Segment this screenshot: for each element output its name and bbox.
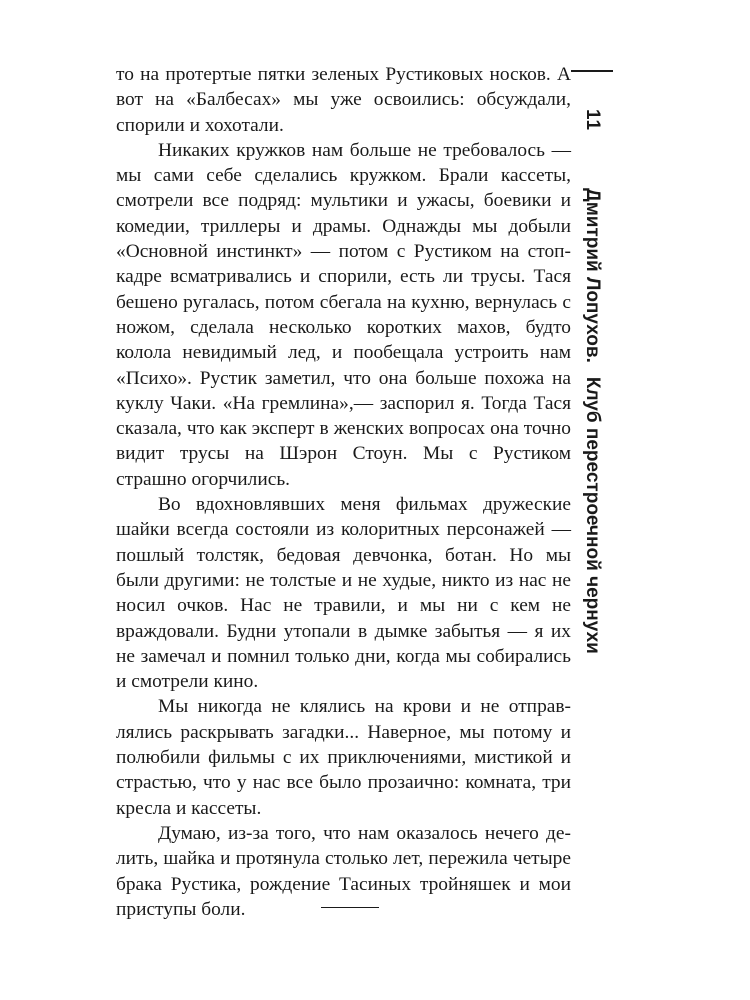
paragraph-1: то на протертые пятки зеленых Рустиковых носков. А вот на «Балбесах» мы уже освоились: обсуждали, спорили и хохотали.: [116, 64, 571, 136]
body-text: [116, 62, 571, 922]
margin-rule: [571, 70, 613, 72]
section-end-rule: [321, 907, 379, 908]
running-head-title: Клуб перестроечной чернухи: [582, 376, 603, 654]
running-head: [581, 188, 603, 654]
page-number: 11: [582, 108, 603, 132]
paragraph-5: Думаю, из-за того, что нам оказалось нечего делить, шайка и протянула столько лет, пережила четыре брака Рустика, рождение Тасиных тройняшек и мои приступы боли.: [116, 822, 571, 920]
running-head-author: Дмитрий Лопухов.: [582, 188, 603, 363]
paragraph-2: Никаких кружков нам больше не требовалось — мы сами себе сделались кружком. Брали кассеты, смотрели все подряд: мультики и ужасы, боевики и комедии, триллеры и драмы. Однажды мы добыли «Основной инстинкт» — потом с Рустиком на стоп-кадре всматривались и спорили, есть ли трусы. Тася бешено ругалась, потом сбегала на кухню, вернулась с ножом, сделала несколько коротких махов, будто колола невидимый лед, и пообещала устроить нам «Психо». Рустик заметил, что она больше похожа на куклу Чаки. «На гремлина»,— заспорил я. Тогда Тася сказала, что как эксперт в женских вопросах она точно видит трусы на Шэрон Стоун. Мы с Рустиком страшно огорчились.: [116, 139, 571, 490]
paragraph-4: Мы никогда не клялись на крови и не отправлялись раскрывать загадки... Наверное, мы потому и полюбили фильмы с их приключениями, мистикой и страстью, что у нас все было прозаично: комната, три кресла и кассеты.: [116, 696, 571, 819]
paragraph-3: Во вдохновлявших меня фильмах дружеские шайки всегда состояли из колоритных персонажей — пошлый толстяк, бедовая девчонка, ботан. Но мы были другими: не толстые и не худые, никто из нас не носил очков. Нас не травили, и мы ни с кем не враждовали. Будни утопали в дымке забытья — я их не замечал и помнил только дни, когда мы собирались и смотрели кино.: [116, 494, 571, 693]
